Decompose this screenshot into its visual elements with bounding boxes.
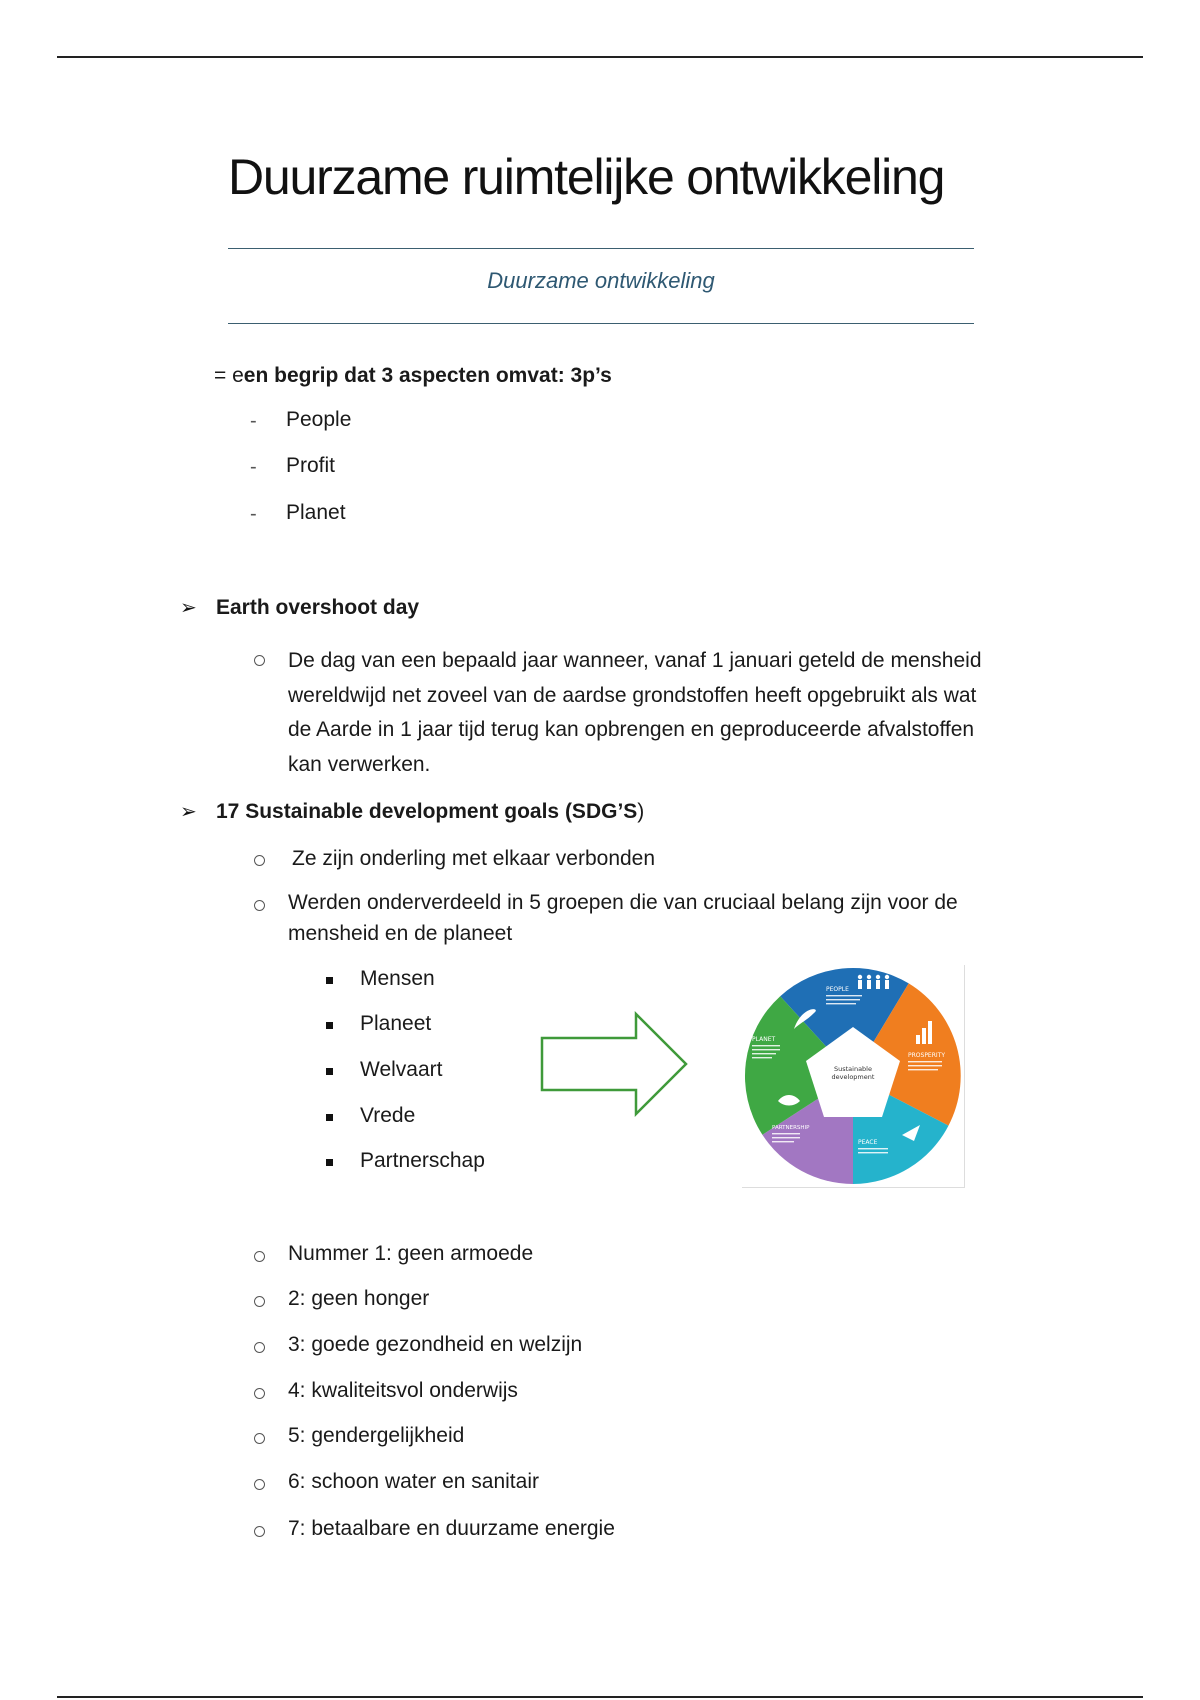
circle-bullet xyxy=(254,1296,265,1307)
center-label: Sustainable xyxy=(833,1065,873,1073)
overshoot-definition xyxy=(288,644,1078,782)
overshoot-line: de Aarde in 1 jaar tijd terug kan opbrengen en geproduceerde afvalstoffen xyxy=(288,718,975,741)
section-heading-sdg: 17 Sustainable development goals (SDG’S) xyxy=(216,800,645,823)
square-bullet xyxy=(326,977,333,984)
square-bullet xyxy=(326,1022,333,1029)
subtitle-rule-bottom xyxy=(228,323,974,324)
arrowhead-bullet-icon: ➢ xyxy=(180,597,197,619)
group-item: Vrede xyxy=(360,1104,416,1127)
goal-item: 5: gendergelijkheid xyxy=(288,1424,465,1447)
goal-item: 6: schoon water en sanitair xyxy=(288,1470,539,1493)
goal-item: 7: betaalbare en duurzame energie xyxy=(288,1517,615,1540)
square-bullet xyxy=(326,1068,333,1075)
goal-item: 3: goede gezondheid en welzijn xyxy=(288,1333,583,1356)
sdg-point-connected: Ze zijn onderling met elkaar verbonden xyxy=(292,847,656,870)
circle-bullet xyxy=(254,1479,265,1490)
right-arrow-icon xyxy=(538,1010,690,1118)
sdg-point-groups-line2: mensheid en de planeet xyxy=(288,922,513,945)
sdg-point-groups-line1: Werden onderverdeeld in 5 groepen die van cruciaal belang zijn voor de xyxy=(288,891,958,914)
goal-item: 2: geen honger xyxy=(288,1287,430,1310)
circle-bullet xyxy=(254,855,265,866)
circle-bullet xyxy=(254,655,265,666)
circle-bullet xyxy=(254,1251,265,1262)
bottom-rule xyxy=(57,1696,1143,1698)
intro-definition: = een begrip dat 3 aspecten omvat: 3p’s xyxy=(214,364,612,387)
group-item: Welvaart xyxy=(360,1058,443,1081)
segment-label: PEACE xyxy=(858,1139,878,1146)
segment-label: PARTNERSHIP xyxy=(772,1125,810,1131)
square-bullet xyxy=(326,1159,333,1166)
section-heading-overshoot: Earth overshoot day xyxy=(216,596,420,619)
circle-bullet xyxy=(254,1342,265,1353)
segment-label: PLANET xyxy=(752,1036,776,1043)
page-title: Duurzame ruimtelijke ontwikkeling xyxy=(228,149,945,205)
overshoot-line: kan verwerken. xyxy=(288,752,431,776)
segment-label: PEOPLE xyxy=(826,986,849,993)
dash-bullet: - xyxy=(250,456,257,478)
subtitle-rule-top xyxy=(228,248,974,249)
dash-bullet: - xyxy=(250,410,257,432)
overshoot-line: De dag van een bepaald jaar wanneer, vanaf 1 januari geteld de mensheid xyxy=(288,649,982,672)
center-label: development xyxy=(831,1073,875,1081)
circle-bullet xyxy=(254,1388,265,1399)
aspect-planet: Planet xyxy=(286,501,346,524)
goal-item: 4: kwaliteitsvol onderwijs xyxy=(288,1379,518,1402)
square-bullet xyxy=(326,1114,333,1121)
group-item: Partnerschap xyxy=(360,1149,485,1172)
goal-item: Nummer 1: geen armoede xyxy=(288,1242,534,1265)
subtitle: Duurzame ontwikkeling xyxy=(487,268,715,293)
group-item: Mensen xyxy=(360,967,435,990)
top-rule xyxy=(57,56,1143,58)
sdg-5p-diagram xyxy=(742,965,964,1187)
circle-bullet xyxy=(254,1526,265,1537)
aspect-profit: Profit xyxy=(286,454,336,477)
aspect-people: People xyxy=(286,408,352,431)
circle-bullet xyxy=(254,1433,265,1444)
segment-label: PROSPERITY xyxy=(908,1052,945,1059)
overshoot-line: wereldwijd net zoveel van de aardse grondstoffen heeft opgebruikt als wat xyxy=(288,683,977,707)
circle-bullet xyxy=(254,900,265,911)
group-item: Planeet xyxy=(360,1012,432,1035)
arrowhead-bullet-icon: ➢ xyxy=(180,801,197,823)
dash-bullet: - xyxy=(250,503,257,525)
